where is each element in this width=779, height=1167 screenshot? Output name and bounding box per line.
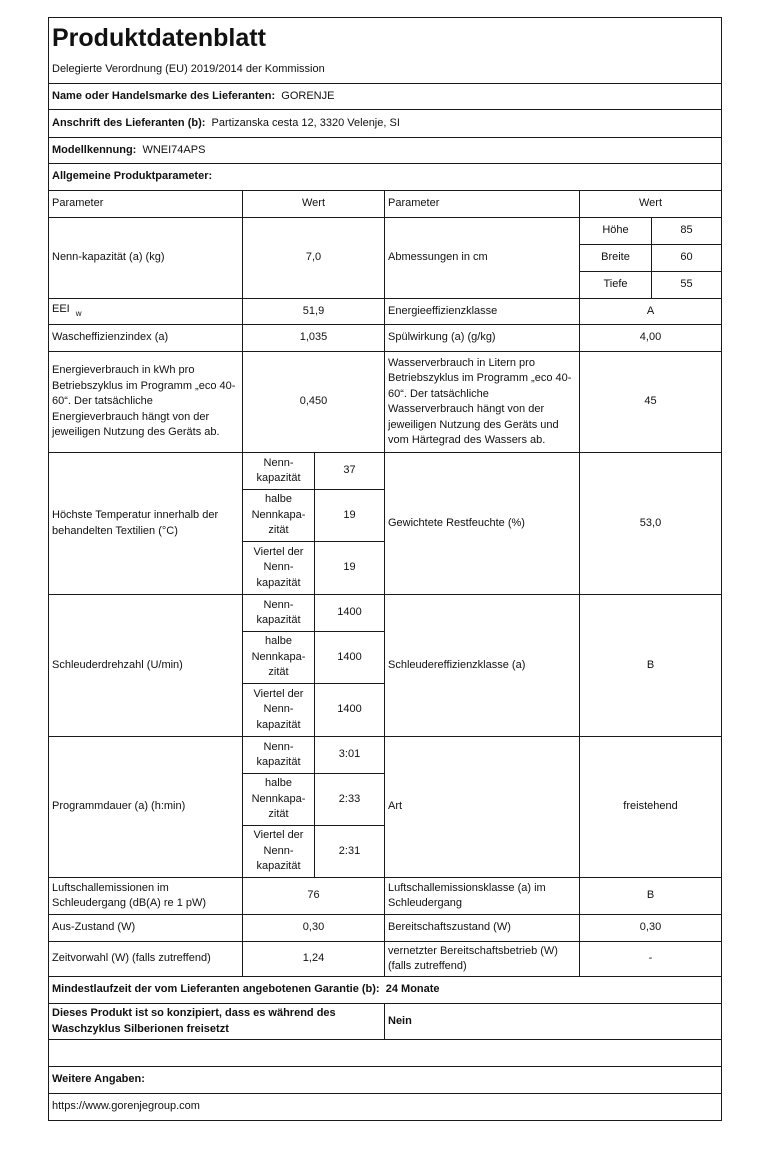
off-mode-label: Aus-Zustand (W) xyxy=(49,915,243,942)
spin-speed-quarter-label: Viertel der Nenn-kapazität xyxy=(243,684,315,737)
model-row xyxy=(49,138,722,164)
col-header-parameter-2: Parameter xyxy=(385,191,580,218)
rinse-label: Spülwirkung (a) (g/kg) xyxy=(385,325,580,352)
col-header-parameter-1: Parameter xyxy=(49,191,243,218)
spin-class-label: Schleudereffizienzklasse (a) xyxy=(385,595,580,737)
program-duration-half-value: 2:33 xyxy=(315,774,385,826)
eei-label: EEI $_w$ xyxy=(49,299,243,325)
dimension-height-label: Höhe xyxy=(580,218,652,245)
energy-consumption-value: 0,450 xyxy=(243,352,385,453)
energy-consumption-label: Energieverbrauch in kWh pro Betriebszyklus im Programm „eco 40-60“. Der tatsächliche Energieverbrauch hängt von der jeweiligen Nutzung des Geräts ab. xyxy=(49,352,243,453)
max-temp-full-label: Nenn-kapazität xyxy=(243,453,315,490)
max-temp-quarter-value: 19 xyxy=(315,542,385,595)
residual-moisture-label: Gewichtete Restfeuchte (%) xyxy=(385,453,580,595)
standby-label: Bereitschaftszustand (W) xyxy=(385,915,580,942)
spin-class-value: B xyxy=(580,595,722,737)
max-temp-label: Höchste Temperatur innerhalb der behandelten Textilien (°C) xyxy=(49,453,243,595)
type-value: freistehend xyxy=(580,737,722,878)
eei-value: 51,9 xyxy=(243,299,385,325)
water-consumption-label: Wasserverbrauch in Litern pro Betriebszyklus im Programm „eco 40-60“. Der tatsächliche Wasserverbrauch hängt von der jeweiligen Nutzung des Geräts und vom Härtegrad des Wassers ab. xyxy=(385,352,580,453)
model-value: WNEI74APS xyxy=(142,143,206,156)
wash-index-value: 1,035 xyxy=(243,325,385,352)
website-link[interactable]: https://www.gorenjegroup.com xyxy=(49,1094,722,1121)
program-duration-full-label: Nenn-kapazität xyxy=(243,737,315,774)
further-info-heading: Weitere Angaben: xyxy=(49,1067,722,1094)
product-data-sheet xyxy=(48,17,721,1121)
supplier-address-value: Partizanska cesta 12, 3320 Velenje, SI xyxy=(211,116,400,129)
water-consumption-value: 45 xyxy=(580,352,722,453)
regulation-subtitle: Delegierte Verordnung (EU) 2019/2014 der Kommission xyxy=(49,56,722,84)
capacity-value: 7,0 xyxy=(243,218,385,299)
program-duration-full-value: 3:01 xyxy=(315,737,385,774)
warranty-row xyxy=(49,977,722,1004)
dimensions-label: Abmessungen in cm xyxy=(385,218,580,299)
max-temp-full-value: 37 xyxy=(315,453,385,490)
dimension-height-value: 85 xyxy=(652,218,722,245)
rinse-value: 4,00 xyxy=(580,325,722,352)
spin-speed-full-value: 1400 xyxy=(315,595,385,632)
datasheet-table xyxy=(48,17,722,1121)
noise-class-value: B xyxy=(580,878,722,915)
silver-ions-value: Nein xyxy=(385,1004,722,1040)
off-mode-value: 0,30 xyxy=(243,915,385,942)
noise-value: 76 xyxy=(243,878,385,915)
wash-index-label: Wascheffizienzindex (a) xyxy=(49,325,243,352)
col-header-value-2: Wert xyxy=(580,191,722,218)
standby-value: 0,30 xyxy=(580,915,722,942)
residual-moisture-value: 53,0 xyxy=(580,453,722,595)
warranty-value: 24 Monate xyxy=(385,983,440,996)
spin-speed-full-label: Nenn-kapazität xyxy=(243,595,315,632)
supplier-name-value: GORENJE xyxy=(281,89,335,102)
spin-speed-label: Schleuderdrehzahl (U/min) xyxy=(49,595,243,737)
noise-label: Luftschallemissionen im Schleudergang (dB(A) re 1 pW) xyxy=(49,878,243,915)
energy-class-value: A xyxy=(580,299,722,325)
max-temp-half-label: halbe Nennkapa-zität xyxy=(243,490,315,542)
silver-ions-label: Dieses Produkt ist so konzipiert, dass es während des Waschzyklus Silberionen freisetzt xyxy=(49,1004,385,1040)
col-header-value-1: Wert xyxy=(243,191,385,218)
general-params-heading: Allgemeine Produktparameter: xyxy=(49,164,722,191)
supplier-address-label: Anschrift des Lieferanten (b): xyxy=(52,116,206,129)
delay-start-value: 1,24 xyxy=(243,942,385,977)
dimension-width-label: Breite xyxy=(580,245,652,272)
spin-speed-half-value: 1400 xyxy=(315,632,385,684)
program-duration-quarter-value: 2:31 xyxy=(315,826,385,878)
program-duration-half-label: halbe Nennkapa-zität xyxy=(243,774,315,826)
page-title: Produktdatenblatt xyxy=(49,18,722,56)
networked-standby-label: vernetzter Bereitschaftsbetrieb (W) (falls zutreffend) xyxy=(385,942,580,977)
warranty-label: Mindestlaufzeit der vom Lieferanten angebotenen Garantie (b): xyxy=(52,983,380,996)
model-label: Modellkennung: xyxy=(52,143,137,156)
dimension-depth-value: 55 xyxy=(652,272,722,299)
spin-speed-half-label: halbe Nennkapa-zität xyxy=(243,632,315,684)
eei-subscript: w xyxy=(75,308,82,318)
max-temp-quarter-label: Viertel der Nenn-kapazität xyxy=(243,542,315,595)
empty-row xyxy=(49,1040,722,1067)
type-label: Art xyxy=(385,737,580,878)
dimension-width-value: 60 xyxy=(652,245,722,272)
spin-speed-quarter-value: 1400 xyxy=(315,684,385,737)
supplier-address-row xyxy=(49,110,722,138)
noise-class-label: Luftschallemissionsklasse (a) im Schleudergang xyxy=(385,878,580,915)
dimension-depth-label: Tiefe xyxy=(580,272,652,299)
capacity-label: Nenn-kapazität (a) (kg) xyxy=(49,218,243,299)
energy-class-label: Energieeffizienzklasse xyxy=(385,299,580,325)
delay-start-label: Zeitvorwahl (W) (falls zutreffend) xyxy=(49,942,243,977)
supplier-name-label: Name oder Handelsmarke des Lieferanten: xyxy=(52,89,276,102)
supplier-name-row xyxy=(49,84,722,110)
max-temp-half-value: 19 xyxy=(315,490,385,542)
program-duration-label: Programmdauer (a) (h:min) xyxy=(49,737,243,878)
program-duration-quarter-label: Viertel der Nenn-kapazität xyxy=(243,826,315,878)
networked-standby-value: - xyxy=(580,942,722,977)
